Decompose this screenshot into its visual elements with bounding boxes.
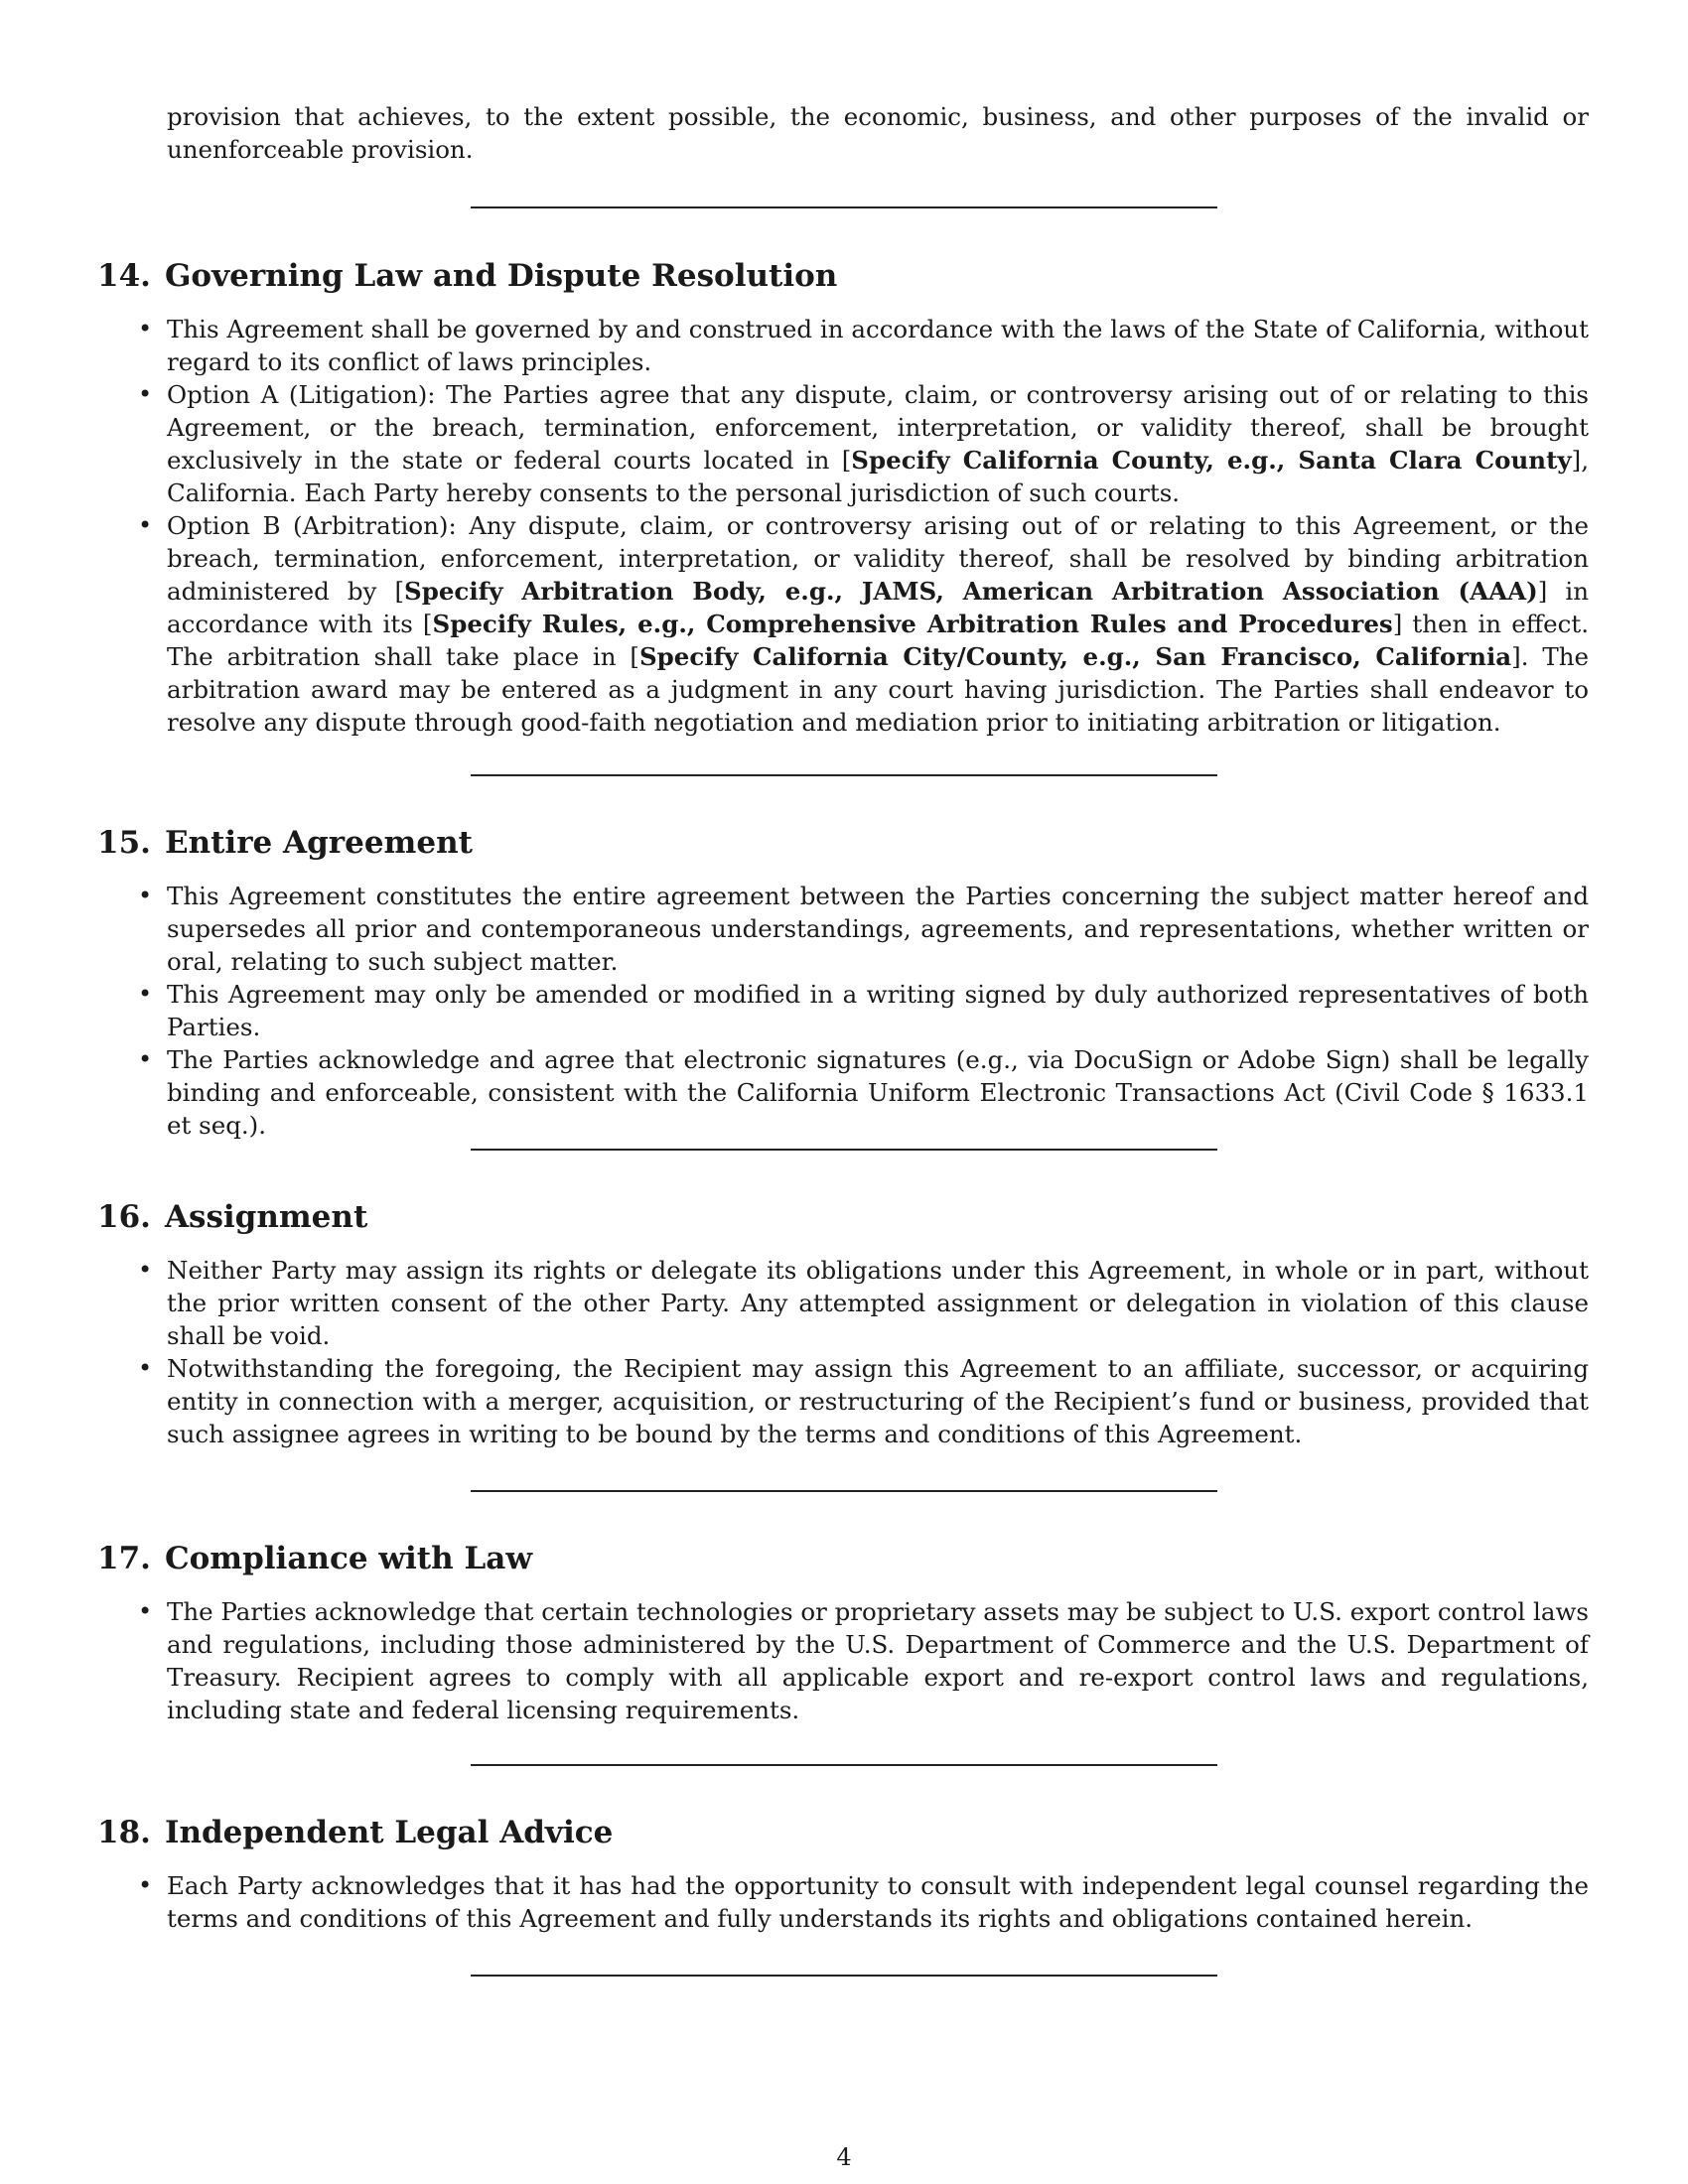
governing-law-list (138, 313, 1589, 739)
list-item-text: Option A (Litigation): The Parties agree that any dispute, claim, or controversy arising out of or relating to this Agreement, or the breach, termination, enforcement, interpretation, or validity thereof, shall be brought exclusively in the state or federal courts located in [ (167, 380, 1589, 475)
assignment-list (138, 1254, 1589, 1450)
list-item-text: Notwithstanding the foregoing, the Recipient may assign this Agreement to an affiliate, successor, or acquiring entity in connection with a merger, acquisition, or restructuring of the Recipient’s fund or business, provided that such assignee agrees in writing to be bound by the terms and conditions of this Agreement. (167, 1354, 1589, 1448)
legal-advice-list (138, 1869, 1589, 1935)
list-item (138, 378, 1589, 509)
section-divider (471, 1490, 1217, 1492)
list-item (138, 313, 1589, 378)
list-item-text: The Parties acknowledge and agree that electronic signatures (e.g., via DocuSign or Adobe Sign) shall be legally binding and enforceable, consistent with the California Uniform Electronic Transactions Act (Civil Code § 1633.1 et seq.). (167, 1045, 1589, 1140)
page-number: 4 (836, 2143, 852, 2171)
bullet-icon: • (138, 882, 153, 909)
list-item-text: This Agreement shall be governed by and construed in accordance with the laws of the State of California, without regard to its conflict of laws principles. (167, 315, 1589, 376)
section-heading-legal-advice (97, 1813, 613, 1852)
bullet-icon: • (138, 980, 153, 1008)
list-item-text: ] in accordance with its [ (167, 577, 1589, 638)
section-heading-governing-law (97, 256, 837, 296)
list-item-text: ]. The arbitration award may be entered as a judgment in any court having jurisdiction. The Parties shall endeavor to resolve any dispute through good-faith negotiation and mediation prior to initiating arbitration or litigation. (167, 642, 1589, 737)
section-divider (471, 1975, 1217, 1977)
section-title: Governing Law and Dispute Resolution (164, 258, 838, 294)
bullet-icon: • (138, 1256, 153, 1284)
section-number: 18. (97, 1815, 151, 1850)
entire-agreement-list (138, 880, 1589, 1142)
placeholder-arbitration-body: Specify Arbitration Body, e.g., JAMS, American Arbitration Association (AAA) (404, 577, 1538, 606)
bullet-icon: • (138, 1354, 153, 1382)
bullet-icon: • (138, 511, 153, 539)
list-item-text: The Parties acknowledge that certain technologies or proprietary assets may be subject to U.S. export control laws and regulations, including those administered by the U.S. Department of Commerce and the U.S. Department of Treasury. Recipient agrees to comply with all applicable export and re-export control laws and regulations, including state and federal licensing requirements. (167, 1597, 1589, 1724)
section-heading-compliance (97, 1539, 532, 1578)
bullet-icon: • (138, 1045, 153, 1073)
list-item-text: This Agreement constitutes the entire agreement between the Parties concerning the subject matter hereof and supersedes all prior and contemporaneous understandings, agreements, and representations, whether written or oral, relating to such subject matter. (167, 882, 1589, 976)
section-title: Compliance with Law (164, 1541, 533, 1576)
list-item (138, 1043, 1589, 1142)
bullet-icon: • (138, 315, 153, 342)
bullet-icon: • (138, 1871, 153, 1899)
section-number: 15. (97, 825, 151, 861)
list-item (138, 880, 1589, 978)
list-item (138, 1595, 1589, 1726)
list-item-text: ] then in effect. The arbitration shall take place in [ (167, 610, 1589, 671)
section-divider (471, 206, 1217, 208)
section-title: Assignment (164, 1199, 368, 1235)
section-divider (471, 1764, 1217, 1766)
continuation-paragraph: provision that achieves, to the extent possible, the economic, business, and other purposes of the invalid or unenforceable provision. (167, 102, 1589, 164)
list-item (138, 1352, 1589, 1450)
list-item-text: Each Party acknowledges that it has had the opportunity to consult with independent legal counsel regarding the terms and conditions of this Agreement and fully understands its rights and obligations contained herein. (167, 1871, 1589, 1933)
section-number: 17. (97, 1541, 151, 1576)
list-item (138, 1869, 1589, 1935)
bullet-icon: • (138, 1597, 153, 1625)
section-number: 14. (97, 258, 151, 294)
section-divider (471, 1149, 1217, 1151)
section-title: Entire Agreement (164, 825, 473, 861)
placeholder-county: Specify California County, e.g., Santa Clara County (851, 446, 1572, 475)
section-divider (471, 774, 1217, 776)
list-item-text: Neither Party may assign its rights or delegate its obligations under this Agreement, in whole or in part, without the prior written consent of the other Party. Any attempted assignment or delegation in violation of this clause shall be void. (167, 1256, 1589, 1350)
placeholder-city-county: Specify California City/County, e.g., San Francisco, California (638, 642, 1512, 671)
section-heading-entire-agreement (97, 823, 473, 863)
section-number: 16. (97, 1199, 151, 1235)
section-heading-assignment (97, 1197, 367, 1237)
placeholder-rules: Specify Rules, e.g., Comprehensive Arbitration Rules and Procedures (432, 610, 1393, 638)
list-item-text: This Agreement may only be amended or modified in a writing signed by duly authorized representatives of both Parties. (167, 980, 1589, 1041)
list-item-text: Option B (Arbitration): Any dispute, claim, or controversy arising out of or relating to this Agreement, or the breach, termination, enforcement, interpretation, or validity thereof, shall be resolved by binding arbitration administered by [ (167, 511, 1589, 606)
bullet-icon: • (138, 380, 153, 408)
list-item (138, 509, 1589, 739)
list-item (138, 978, 1589, 1043)
compliance-list (138, 1595, 1589, 1726)
list-item-text: ], California. Each Party hereby consents to the personal jurisdiction of such courts. (167, 446, 1589, 507)
section-title: Independent Legal Advice (164, 1815, 614, 1850)
list-item (138, 1254, 1589, 1352)
